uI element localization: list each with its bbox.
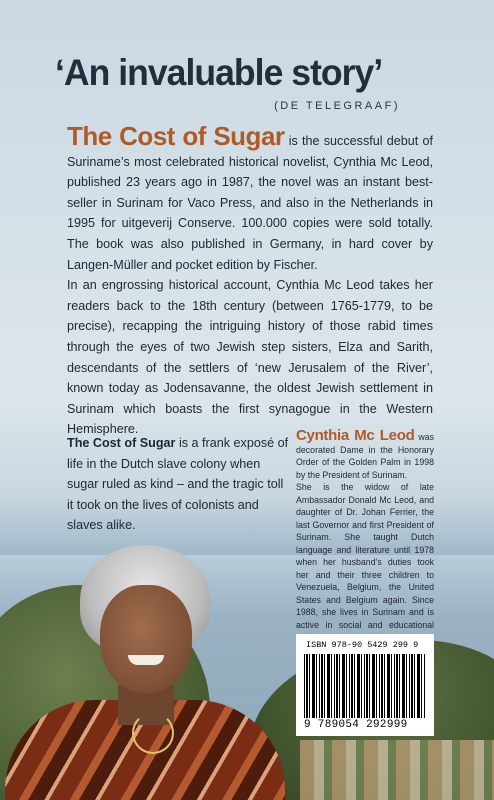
barcode-bars xyxy=(304,654,426,718)
author-name: Cynthia Mc Leod xyxy=(296,427,415,444)
author-smile xyxy=(128,655,164,665)
review-quote: ‘An invaluable story’ xyxy=(55,52,383,93)
bio-text-2: She is the widow of late Ambassador Donald Mc Leod, and daughter of Dr. Johan Ferrier, the last Governor and first President of Surinam. She taught Dutch language and literature until 1978 when her husband’s duties took her and their three children to Venezuela, Belgium, the United States and Belgium again. Since 1988, she lives in Surinam and is active in social and educational xyxy=(296,482,434,630)
paragraph-1-text: is the successful debut of Suriname’s most celebrated historical novelist, Cynthia Mc Leod, published 23 years ago in 1987, the novel was an instant best-seller in Surinam for Vaco Press, and also in the Netherlands in 1995 for uitgeverij Conserve. 100.000 copies were sold totally. The book was also published in Germany, in hard cover by Langen-Müller and pocket edition by Fischer. xyxy=(67,134,433,272)
description-paragraph-2: In an engrossing historical account, Cynthia Mc Leod takes her readers back to the 18th century (between 1765-1779, to be precise), recapping the intriguing history of those rabid times through the eyes of two Jewish step sisters, Elza and Sarith, descendants of the settlers of ‘new Jerusalem of the River’, known today as Jodensavanne, the oldest Jewish settlement in Surinam which boasts the first synagogue in the Western Hemisphere. xyxy=(67,278,433,437)
book-description xyxy=(67,121,433,440)
quote-source: (DE TELEGRAAF) xyxy=(274,100,400,112)
author-bio xyxy=(296,427,434,644)
village-houses xyxy=(300,740,494,800)
author-necklace xyxy=(132,712,174,754)
isbn-barcode xyxy=(296,634,434,736)
isbn-label: ISBN 978-90 5429 299 9 xyxy=(306,640,419,650)
description-paragraph-1 xyxy=(67,121,433,275)
closing-book-title: The Cost of Sugar xyxy=(67,436,176,450)
bio-text-1: was decorated Dame in the Honorary Order of the Golden Palm in 1998 by the President of Surinam. xyxy=(296,432,434,480)
closing-paragraph xyxy=(67,433,289,536)
closing-text: is a frank exposé of life in the Dutch slave colony when sugar ruled as kind – and the tragic toll it took on the lives of colonists and slaves alike. xyxy=(67,436,289,533)
author-face xyxy=(100,585,192,693)
book-title: The Cost of Sugar xyxy=(67,121,285,151)
ean-digits: 9 789054 292999 xyxy=(304,719,408,731)
bio-intro xyxy=(296,427,434,481)
